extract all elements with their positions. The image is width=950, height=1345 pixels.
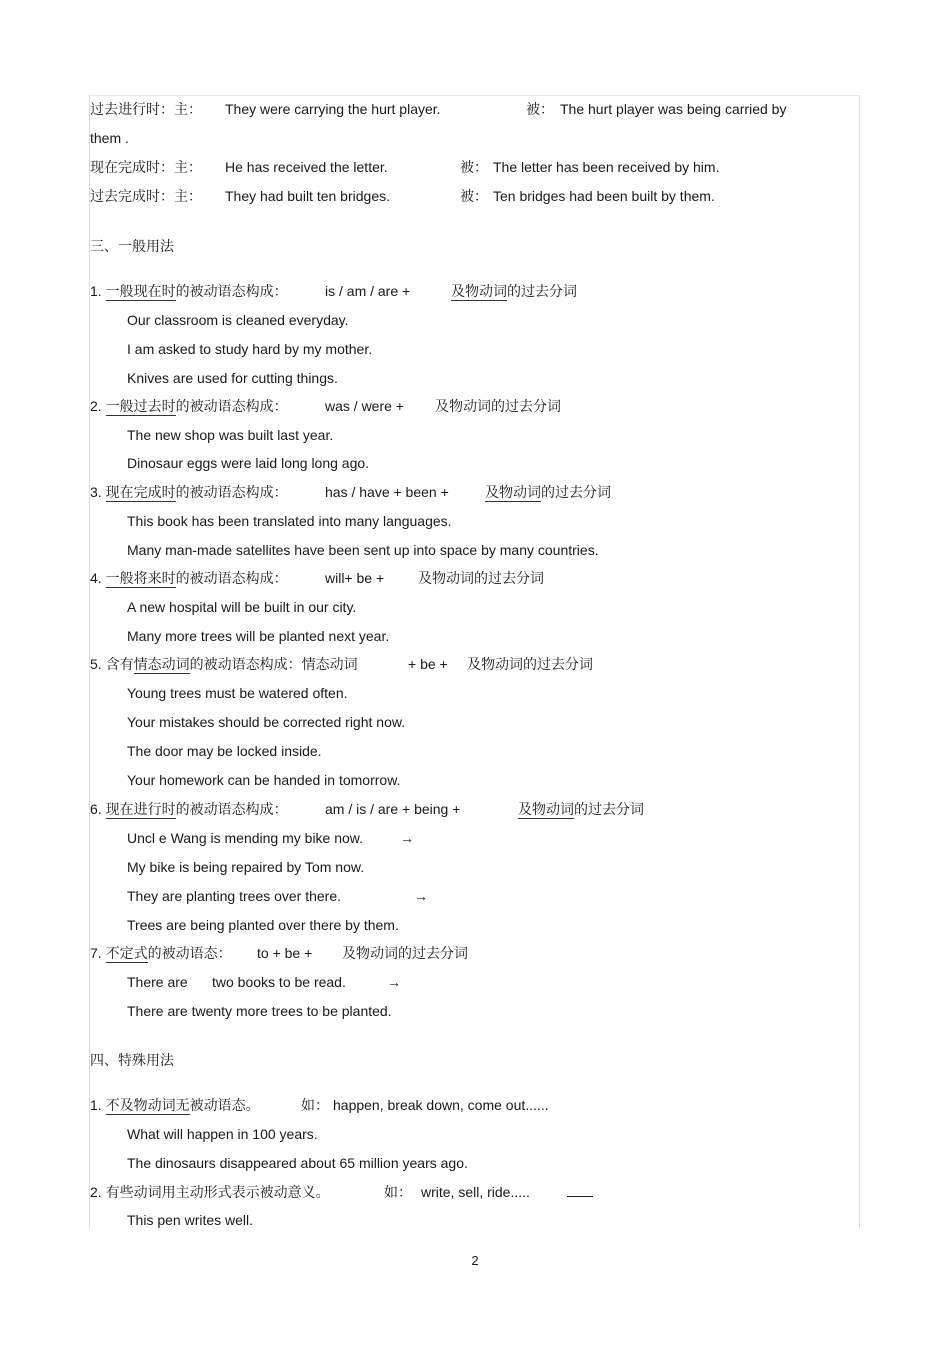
s3-item2-title: 2. 一般过去时的被动语态构成： — [90, 398, 288, 414]
s4-item2-title: 2. 有些动词用主动形式表示被动意义。 — [90, 1184, 330, 1200]
s3-item1-underlined: 一般现在时 — [105, 283, 176, 299]
s4-item2-ru: 如： — [384, 1184, 412, 1200]
past-continuous-passive-cont: them . — [90, 130, 129, 146]
s3-item4-formula: will+ be + — [325, 570, 385, 586]
s3-item2-pp: 及物动词的过去分词 — [435, 398, 561, 414]
s3-item6-underlined: 现在进行时 — [105, 801, 176, 817]
s3-item5-formula: + be + — [408, 656, 448, 672]
s4-item1-example: The dinosaurs disappeared about 65 million years ago. — [127, 1155, 468, 1171]
s3-item1-example: I am asked to study hard by my mother. — [127, 341, 373, 357]
section4-heading: 四、特殊用法 — [90, 1052, 174, 1068]
s4-item2-words: write, sell, ride..... — [421, 1184, 530, 1200]
s4-item1-title: 1. 不及物动词无被动语态。 — [90, 1097, 260, 1113]
s3-item1-example: Knives are used for cutting things. — [127, 370, 338, 386]
s3-item7-underlined: 不定式 — [105, 945, 148, 961]
s3-item4-underlined: 一般将来时 — [105, 570, 176, 586]
present-perfect-passive: The letter has been received by him. — [493, 159, 720, 175]
s3-item5-example: Your homework can be handed in tomorrow. — [127, 772, 401, 788]
s3-item7-example-b: two books to be read. — [212, 974, 346, 990]
past-perfect-active: They had built ten bridges. — [225, 188, 390, 204]
s3-item6-example: My bike is being repaired by Tom now. — [127, 859, 365, 875]
s3-item2-underlined: 一般过去时 — [105, 398, 176, 414]
s3-item6-pp: 及物动词的过去分词 — [518, 801, 644, 817]
s3-item2-example: Dinosaur eggs were laid long long ago. — [127, 455, 370, 471]
s3-item4-pp: 及物动词的过去分词 — [418, 570, 544, 586]
s3-item5-pp: 及物动词的过去分词 — [467, 656, 593, 672]
arrow-icon: → — [414, 888, 428, 904]
s3-item7-pp: 及物动词的过去分词 — [342, 945, 468, 961]
past-continuous-passive-label: 被： — [526, 101, 554, 117]
s3-item7-title: 7. 不定式的被动语态： — [90, 945, 232, 961]
s3-item2-formula: was / were + — [325, 398, 404, 414]
s3-item4-title: 4. 一般将来时的被动语态构成： — [90, 570, 288, 586]
s3-item2-example: The new shop was built last year. — [127, 427, 334, 443]
s3-item1-example: Our classroom is cleaned everyday. — [127, 312, 349, 328]
s3-item6-title: 6. 现在进行时的被动语态构成： — [90, 801, 288, 817]
section3-heading: 三、一般用法 — [90, 238, 174, 254]
s3-item3-formula: has / have + been + — [325, 484, 449, 500]
s3-item7-example: There are twenty more trees to be planted. — [127, 1003, 392, 1019]
s3-item3-pp: 及物动词的过去分词 — [485, 484, 611, 500]
s4-item1-underlined: 不及物动词无 — [105, 1097, 190, 1113]
s3-item5-underlined: 情态动词 — [133, 656, 190, 672]
s3-item5-example: Your mistakes should be corrected right now. — [127, 714, 406, 730]
s3-item5-example: Young trees must be watered often. — [127, 685, 348, 701]
present-perfect-active: He has received the letter. — [225, 159, 388, 175]
s3-item7-example-a: There are — [127, 974, 188, 990]
s4-item2-example: This pen writes well. — [127, 1212, 254, 1228]
past-perfect-label: 过去完成时：主： — [90, 188, 202, 204]
past-continuous-passive: The hurt player was being carried by — [560, 101, 787, 117]
s3-item6-example: They are planting trees over there. — [127, 888, 342, 904]
s3-item1-title: 1. 一般现在时的被动语态构成： — [90, 283, 288, 299]
past-continuous-label: 过去进行时：主： — [90, 101, 202, 117]
s3-item6-example: Uncl e Wang is mending my bike now. — [127, 830, 364, 846]
past-perfect-passive: Ten bridges had been built by them. — [493, 188, 715, 204]
s3-item6-example: Trees are being planted over there by them. — [127, 917, 399, 933]
arrow-icon: → — [400, 830, 414, 846]
s3-item7-formula: to + be + — [257, 945, 313, 961]
past-continuous-active: They were carrying the hurt player. — [225, 101, 441, 117]
s3-item5-example: The door may be locked inside. — [127, 743, 322, 759]
s3-item5-title: 5. 含有情态动词的被动语态构成：情态动词 — [90, 656, 358, 672]
s3-item3-title: 3. 现在完成时的被动语态构成： — [90, 484, 288, 500]
s3-item3-example: This book has been translated into many languages. — [127, 513, 452, 529]
present-perfect-label: 现在完成时：主： — [90, 159, 202, 175]
s4-item1-ru: 如： — [301, 1097, 329, 1113]
s3-item6-formula: am / is / are + being + — [325, 801, 461, 817]
s3-item3-underlined: 现在完成时 — [105, 484, 176, 500]
arrow-icon: → — [387, 974, 401, 990]
present-perfect-passive-label: 被： — [460, 159, 488, 175]
s3-item4-example: A new hospital will be built in our city. — [127, 599, 357, 615]
past-perfect-passive-label: 被： — [460, 188, 488, 204]
page-number: 2 — [471, 1253, 479, 1268]
s3-item3-example: Many man-made satellites have been sent up into space by many countries. — [127, 542, 599, 558]
s3-item4-example: Many more trees will be planted next year. — [127, 628, 390, 644]
s3-item1-pp: 及物动词的过去分词 — [451, 283, 577, 299]
s4-item1-words: happen, break down, come out...... — [333, 1097, 549, 1113]
s3-item1-formula: is / am / are + — [325, 283, 411, 299]
fill-blank-line — [567, 1183, 593, 1201]
s4-item1-example: What will happen in 100 years. — [127, 1126, 318, 1142]
